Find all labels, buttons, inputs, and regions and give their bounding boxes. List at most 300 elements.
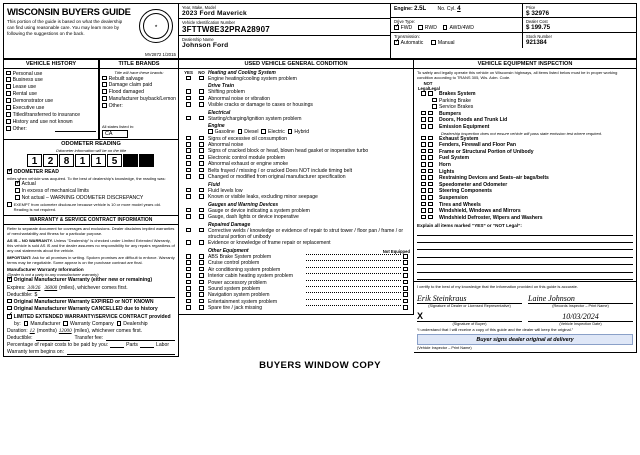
title-brands-panel: [99, 59, 179, 140]
equipment-item[interactable]: [417, 162, 633, 169]
mfg-expires-miles[interactable]: 36000: [44, 284, 58, 291]
mfg-warranty-option[interactable]: [7, 277, 175, 284]
limited-warranty-checkbox[interactable]: [7, 314, 12, 319]
condition-item[interactable]: [182, 240, 410, 246]
equipment-item[interactable]: [417, 208, 633, 215]
condition-group-title: Repaired Damage: [208, 221, 251, 228]
cyl-value: 4: [457, 5, 461, 12]
price-label: Price: [526, 5, 536, 10]
other-item-label: Sound system problem: [208, 285, 261, 292]
not-equipped-checkbox[interactable]: [403, 299, 408, 304]
history-item[interactable]: [6, 77, 96, 84]
history-item-label: Executive use: [12, 105, 45, 112]
cond-yes-checkbox[interactable]: [186, 292, 191, 297]
transfer-fee-line[interactable]: [106, 335, 175, 341]
history-executive-checkbox[interactable]: [6, 105, 11, 110]
cond-yes-checkbox[interactable]: [186, 267, 191, 272]
title-block: [3, 3, 179, 59]
cond-yes-checkbox[interactable]: [186, 142, 191, 147]
cond-yes-checkbox[interactable]: [186, 168, 191, 173]
odometer-read-label: ODOMETER READ: [13, 169, 59, 176]
odometer-excess-checkbox[interactable]: [15, 188, 20, 193]
eq-notlegal-checkbox[interactable]: [428, 136, 433, 141]
drive-rwd-checkbox[interactable]: [418, 25, 423, 30]
brand-rebuilt-checkbox[interactable]: [102, 76, 107, 81]
condition-item-label: Gauge, dash lights or device inoperative: [208, 213, 299, 220]
brand-item-label: Damage claim paid: [108, 82, 153, 89]
buyer-acknowledgement: “I understand that I will receive a copy of this guide and the dealer will keep the original.”: [417, 327, 574, 333]
transfer-fee-label: Transfer fee:: [74, 334, 104, 341]
important-text: Ask for all promises in writing. Spoken promises are difficult to enforce. Warranty terms may be negotiable. Some appear is on the purchase contract are final.: [7, 255, 175, 266]
brand-damage-checkbox[interactable]: [102, 82, 107, 87]
explain-line[interactable]: [417, 258, 633, 265]
eq-notlegal-checkbox[interactable]: [428, 169, 433, 174]
condition-item-label: Fluid levels low: [208, 187, 243, 194]
odometer-read-checkbox[interactable]: [7, 169, 12, 174]
history-lease-checkbox[interactable]: [6, 84, 11, 89]
condition-item[interactable]: [182, 116, 410, 122]
duration-months[interactable]: 12: [29, 327, 35, 334]
cond-no-checkbox[interactable]: [199, 299, 204, 304]
eq-notlegal-checkbox[interactable]: [428, 117, 433, 122]
cond-no-checkbox[interactable]: [199, 305, 204, 310]
odometer-digit: 5: [107, 154, 122, 167]
equipment-notlegal-header: Legal: [428, 86, 440, 91]
condition-item-label: Electronic control module problem: [208, 154, 286, 161]
equipment-subitem[interactable]: [417, 104, 633, 111]
deductible2-line[interactable]: [36, 335, 70, 341]
eq-legal-checkbox[interactable]: [421, 136, 426, 141]
odometer-digit: 8: [59, 154, 74, 167]
warranty-title: WARRANTY & SERVICE CONTRACT INFORMATION: [4, 216, 178, 225]
mfg-warranty-checkbox[interactable]: [7, 277, 12, 282]
explain-line[interactable]: [417, 228, 633, 235]
other-item-label: Navigation system problem: [208, 292, 270, 299]
eq-notlegal-checkbox[interactable]: [428, 142, 433, 147]
brand-item[interactable]: [102, 76, 176, 83]
cond-yes-checkbox[interactable]: [186, 161, 191, 166]
inspection-date[interactable]: 10/03/2024: [562, 312, 599, 322]
vehicle-spec-block: [391, 3, 637, 59]
not-equipped-checkbox[interactable]: [403, 260, 408, 265]
dealer-label: Dealership Name: [182, 37, 214, 42]
cond-no-checkbox[interactable]: [199, 214, 204, 219]
eq-legal-checkbox[interactable]: [421, 111, 426, 116]
cond-no-checkbox[interactable]: [199, 292, 204, 297]
not-equipped-checkbox[interactable]: [403, 280, 408, 285]
equipment-item[interactable]: [417, 136, 633, 143]
odometer-notactual-checkbox[interactable]: [15, 195, 20, 200]
equipment-item-label: Frame or Structural Portion of Unibody: [439, 148, 534, 155]
history-item[interactable]: [6, 71, 96, 78]
eq-notlegal-checkbox[interactable]: [428, 195, 433, 200]
left-column: [3, 59, 179, 357]
deductible-label: Deductible:: [7, 291, 33, 298]
odometer-actual-checkbox[interactable]: [15, 181, 20, 186]
eq-legal-checkbox[interactable]: [421, 149, 426, 154]
vehicle-history-panel: [3, 59, 99, 140]
asis-title: AS IS – NO WARRANTY.: [7, 238, 53, 244]
history-item[interactable]: [6, 84, 96, 91]
cond-yes-checkbox[interactable]: [186, 280, 191, 285]
explain-lines[interactable]: [417, 228, 633, 280]
condition-item-label: Visible cracks or damage to cases or housings: [208, 101, 313, 108]
drive-fwd-checkbox[interactable]: [394, 25, 399, 30]
mfg-warranty-option-label: Original Manufacturer Warranty (either new or remaining): [13, 277, 153, 284]
fuel-gasoline-checkbox[interactable]: [208, 129, 213, 134]
vin-label: Vehicle Identification Number: [182, 20, 236, 25]
brand-item[interactable]: [102, 82, 176, 89]
dealer-cost-label: Dealer Cost: [526, 19, 548, 24]
odometer-digit: 2: [43, 154, 58, 167]
equipment-item[interactable]: [417, 202, 633, 209]
buyer-signs-banner: Buyer signs dealer original at delivery: [417, 334, 633, 345]
cond-yes-checkbox[interactable]: [186, 102, 191, 107]
cond-no-checkbox[interactable]: [199, 260, 204, 265]
fuel-hybrid-label: Hybrid: [294, 129, 310, 136]
eq-legal-checkbox[interactable]: [421, 188, 426, 193]
cond-yes-checkbox[interactable]: [186, 194, 191, 199]
eq-legal-checkbox[interactable]: [421, 155, 426, 160]
dealer-value: Johnson Ford: [182, 42, 229, 49]
eq-notlegal-checkbox[interactable]: [428, 149, 433, 154]
equipment-item-label: Windshield Defroster, Wipers and Washers: [439, 214, 543, 221]
transmission-automatic-label: Automatic: [400, 40, 424, 46]
eq-notlegal-checkbox[interactable]: [428, 175, 433, 180]
equipment-item[interactable]: [417, 91, 633, 98]
not-equipped-checkbox[interactable]: [403, 273, 408, 278]
eq-notlegal-checkbox[interactable]: [428, 182, 433, 187]
stock-cell: [523, 33, 636, 48]
fuel-hybrid-checkbox[interactable]: [288, 129, 293, 134]
eq-notlegal-checkbox[interactable]: [428, 111, 433, 116]
equipment-item[interactable]: [417, 111, 633, 118]
limited-by-dealership-checkbox[interactable]: [117, 321, 122, 326]
cond-no-checkbox[interactable]: [199, 280, 204, 285]
cond-no-checkbox[interactable]: [199, 96, 204, 101]
eq-legal-checkbox[interactable]: [421, 124, 426, 129]
eq-legal-checkbox[interactable]: [421, 162, 426, 167]
explain-line[interactable]: [417, 273, 633, 280]
equipment-item[interactable]: [417, 155, 633, 162]
cond-no-checkbox[interactable]: [199, 89, 204, 94]
history-item[interactable]: [6, 98, 96, 105]
eq-legal-checkbox[interactable]: [421, 117, 426, 122]
cond-yes-checkbox[interactable]: [186, 136, 191, 141]
limited-by-manufacturer-checkbox[interactable]: [24, 321, 29, 326]
eq-legal-checkbox[interactable]: [421, 195, 426, 200]
history-item[interactable]: [6, 119, 96, 126]
condition-item-label: Evidence or knowledge of frame repair or replacement: [208, 240, 331, 247]
brand-lemon-checkbox[interactable]: [102, 96, 107, 101]
cond-yes-checkbox[interactable]: [186, 214, 191, 219]
limited-warranty-label: LIMITED EXTENDED WARRANTY/SERVICE CONTRACT provided: [13, 313, 171, 320]
mfg-expired-checkbox[interactable]: [7, 299, 12, 304]
odometer-option[interactable]: [15, 188, 175, 195]
cond-no-checkbox[interactable]: [199, 188, 204, 193]
brand-item-label: Other:: [108, 103, 123, 110]
cond-no-checkbox[interactable]: [199, 240, 204, 245]
cond-yes-checkbox[interactable]: [186, 254, 191, 259]
equipment-item[interactable]: [417, 169, 633, 176]
mfg-expires-label: Expires:: [7, 284, 26, 291]
fuel-electric-checkbox[interactable]: [261, 129, 266, 134]
history-personal-checkbox[interactable]: [6, 71, 11, 76]
brand-flood-checkbox[interactable]: [102, 89, 107, 94]
dealer-field: [179, 36, 390, 50]
history-item[interactable]: [6, 126, 96, 133]
eq-sub-checkbox[interactable]: [432, 98, 437, 103]
seller-signature[interactable]: Erik Steinkraus: [417, 294, 467, 304]
cond-no-checkbox[interactable]: [199, 155, 204, 160]
history-rental-checkbox[interactable]: [6, 91, 11, 96]
eq-notlegal-checkbox[interactable]: [428, 124, 433, 129]
eq-notlegal-checkbox[interactable]: [428, 188, 433, 193]
not-equipped-checkbox[interactable]: [403, 292, 408, 297]
history-item-label: Titled/transferred to insurance: [12, 112, 81, 119]
eq-legal-checkbox[interactable]: [421, 202, 426, 207]
equipment-item[interactable]: [417, 182, 633, 189]
equipment-item[interactable]: [417, 117, 633, 124]
odometer-digit-blank: [139, 154, 154, 167]
other-equipment-item[interactable]: [182, 305, 410, 311]
odometer-exempt-checkbox[interactable]: [7, 202, 12, 207]
cond-no-checkbox[interactable]: [199, 254, 204, 259]
odometer-digit: 1: [27, 154, 42, 167]
cond-yes-checkbox[interactable]: [186, 228, 191, 233]
eq-notlegal-checkbox[interactable]: [428, 215, 433, 220]
equipment-item[interactable]: [417, 149, 633, 156]
warranty-intro: Refer to separate document for coverages and exclusions. Dealer disclaims implied warranties of merchantability and fitness for a particular purpose.: [7, 226, 175, 237]
brand-item[interactable]: [102, 89, 176, 96]
equipment-item-label: Lights: [439, 168, 455, 175]
explain-line[interactable]: [417, 243, 633, 250]
cond-no-checkbox[interactable]: [199, 102, 204, 107]
cond-yes-checkbox[interactable]: [186, 240, 191, 245]
cond-yes-checkbox[interactable]: [186, 188, 191, 193]
other-item-label: Interior cabin heating system problem: [208, 273, 293, 280]
cond-no-checkbox[interactable]: [199, 161, 204, 166]
deductible-line[interactable]: [38, 292, 175, 298]
mfg-expired-row[interactable]: [7, 299, 175, 306]
recon-inspector-caption: (Records Inspector – Print Name): [552, 304, 609, 309]
equipment-title: VEHICLE EQUIPMENT INSPECTION: [414, 60, 636, 69]
not-equipped-checkbox[interactable]: [403, 286, 408, 291]
percent-parts-line[interactable]: [110, 342, 124, 348]
equipment-item-label: Doors, Hoods and Trunk Lid: [439, 117, 508, 124]
eq-legal-checkbox[interactable]: [421, 208, 426, 213]
deductible-value: $: [34, 291, 38, 298]
vin-value: 3FTTW8E32PRA28907: [182, 25, 270, 34]
history-item[interactable]: [6, 105, 96, 112]
equipment-intro: To safely and legally operate this vehicle on Wisconsin highways, all items listed below must be in proper working condition according to TRANS 305, Wis. Adm. Code.: [417, 70, 618, 80]
history-item-label: Business use: [12, 77, 43, 84]
cond-no-checkbox[interactable]: [199, 116, 204, 121]
vehicle-field: [179, 4, 390, 19]
form-number: MV2872 1/2015: [144, 52, 176, 57]
not-equipped-checkbox[interactable]: [403, 305, 408, 310]
history-unknown-checkbox[interactable]: [6, 119, 11, 124]
duration-label: Duration:: [7, 327, 28, 334]
cond-yes-checkbox[interactable]: [186, 305, 191, 310]
dealer-cost-cell: [523, 18, 636, 32]
fuel-diesel-label: Diesel: [244, 129, 259, 136]
mfg-warranty-title: Manufacturer Warranty Information: [7, 267, 84, 273]
cond-yes-checkbox[interactable]: [186, 174, 191, 179]
transmission-automatic-checkbox[interactable]: [394, 40, 399, 45]
condition-item[interactable]: [182, 102, 410, 108]
engine-label: Engine:: [394, 6, 413, 12]
eq-legal-checkbox[interactable]: [421, 91, 426, 96]
cond-yes-checkbox[interactable]: [186, 96, 191, 101]
condition-item[interactable]: [182, 228, 410, 241]
eq-notlegal-checkbox[interactable]: [428, 91, 433, 96]
condition-item[interactable]: [182, 214, 410, 220]
eq-notlegal-checkbox[interactable]: [428, 162, 433, 167]
cond-no-checkbox[interactable]: [199, 228, 204, 233]
cond-no-checkbox[interactable]: [199, 174, 204, 179]
not-equipped-checkbox[interactable]: [403, 254, 408, 259]
odometer-digits: [4, 154, 178, 167]
condition-item[interactable]: [182, 194, 410, 200]
cond-yes-checkbox[interactable]: [186, 299, 191, 304]
stock-label: Stock Number: [526, 34, 552, 39]
eq-legal-checkbox[interactable]: [421, 215, 426, 220]
explain-line[interactable]: [417, 265, 633, 272]
vehicle-value: 2023 Ford Maverick: [182, 10, 247, 17]
condition-item-label: Gauge or device indicating a system problem: [208, 207, 310, 214]
eq-legal-checkbox[interactable]: [421, 142, 426, 147]
cond-no-checkbox[interactable]: [199, 194, 204, 199]
duration-miles[interactable]: 12000: [58, 327, 72, 334]
cond-yes-checkbox[interactable]: [186, 155, 191, 160]
history-item[interactable]: [6, 112, 96, 119]
condition-item[interactable]: [182, 76, 410, 82]
drive-awd-checkbox[interactable]: [443, 25, 448, 30]
odometer-option[interactable]: [15, 181, 175, 188]
cond-no-checkbox[interactable]: [199, 148, 204, 153]
eq-legal-checkbox[interactable]: [421, 169, 426, 174]
other-item-label: ABS Brake System problem: [208, 253, 272, 260]
equipment-item-label: Brakes System: [439, 91, 476, 97]
equipment-item[interactable]: [417, 188, 633, 195]
cond-yes-checkbox[interactable]: [186, 260, 191, 265]
history-item[interactable]: [6, 91, 96, 98]
eq-notlegal-checkbox[interactable]: [428, 155, 433, 160]
explain-line[interactable]: [417, 236, 633, 243]
cond-yes-checkbox[interactable]: [186, 273, 191, 278]
cond-yes-checkbox[interactable]: [186, 148, 191, 153]
percent-labor-line[interactable]: [140, 342, 154, 348]
equipment-item[interactable]: [417, 142, 633, 149]
eq-legal-checkbox[interactable]: [421, 175, 426, 180]
history-other-line[interactable]: [55, 126, 96, 132]
cond-no-checkbox[interactable]: [199, 168, 204, 173]
equipment-item[interactable]: [417, 175, 633, 182]
history-item-label: Rental use: [12, 91, 37, 98]
eq-notlegal-checkbox[interactable]: [428, 202, 433, 207]
equipment-legal-header: Legal: [418, 86, 429, 91]
cond-yes-checkbox[interactable]: [186, 89, 191, 94]
odometer-digit: 1: [75, 154, 90, 167]
condition-item[interactable]: [182, 174, 410, 180]
buyer-signature-x[interactable]: X: [417, 311, 424, 322]
brand-other-checkbox[interactable]: [102, 103, 107, 108]
cond-yes-checkbox[interactable]: [186, 76, 191, 81]
cond-no-checkbox[interactable]: [199, 76, 204, 81]
equipment-item-label: Windshield, Windows and Mirrors: [439, 208, 521, 215]
brand-item[interactable]: [102, 96, 176, 103]
history-demonstrator-checkbox[interactable]: [6, 98, 11, 103]
cond-no-checkbox[interactable]: [199, 208, 204, 213]
buyer-signature-caption: (Signature of Buyer): [452, 322, 487, 327]
equipment-item-label: Restraining Devices and Seats–air bags/belts: [439, 175, 549, 182]
cond-yes-checkbox[interactable]: [186, 208, 191, 213]
transmission-manual-checkbox[interactable]: [431, 40, 436, 45]
odometer-option-label: Not actual – WARNING ODOMETER DISCREPANCY: [21, 195, 144, 202]
price-value: $ 32976: [526, 10, 550, 17]
equipment-item[interactable]: [417, 195, 633, 202]
equipment-item[interactable]: [417, 124, 633, 131]
equipment-item-label: Horn: [439, 161, 451, 168]
warranty-begins-line[interactable]: [67, 349, 175, 355]
seller-signature-caption: (Signature of Dealer or Licensed Representative): [428, 304, 511, 309]
fuel-diesel-checkbox[interactable]: [238, 129, 243, 134]
warranty-panel: [3, 216, 179, 358]
inspection-date-caption: (Vehicle Inspection Date): [559, 322, 602, 327]
limited-by-company-checkbox[interactable]: [63, 321, 68, 326]
condition-title: USED VEHICLE GENERAL CONDITION: [179, 60, 413, 69]
cond-yes-checkbox[interactable]: [186, 286, 191, 291]
cond-no-checkbox[interactable]: [199, 267, 204, 272]
odometer-option[interactable]: [15, 195, 175, 202]
brand-item-label: Rebuilt salvage: [108, 75, 144, 82]
eq-legal-checkbox[interactable]: [421, 182, 426, 187]
mfg-expires-date[interactable]: 3/8/26: [27, 284, 41, 291]
equipment-column: [414, 59, 637, 357]
cond-yes-checkbox[interactable]: [186, 116, 191, 121]
condition-item-label: Changed or modified from original manufacturer specification: [208, 173, 346, 180]
mfg-cancelled-row[interactable]: [7, 306, 175, 313]
not-equipped-checkbox[interactable]: [403, 267, 408, 272]
cond-no-checkbox[interactable]: [199, 286, 204, 291]
odometer-digit: 1: [91, 154, 106, 167]
equipment-item[interactable]: [417, 215, 633, 222]
condition-item-label: Signs of excessive oil consumption: [208, 135, 287, 142]
cond-no-checkbox[interactable]: [199, 136, 204, 141]
cond-no-checkbox[interactable]: [199, 142, 204, 147]
history-item-label: Other:: [12, 126, 27, 133]
history-business-checkbox[interactable]: [6, 77, 11, 82]
cond-no-checkbox[interactable]: [199, 273, 204, 278]
eq-notlegal-checkbox[interactable]: [428, 208, 433, 213]
history-other-checkbox[interactable]: [6, 126, 11, 131]
recon-inspector-name[interactable]: Laine Johnson: [528, 294, 575, 304]
equipment-subitem[interactable]: [417, 98, 633, 105]
limited-by-manufacturer-label: Manufacturer: [30, 320, 61, 327]
odometer-digit-blank: [123, 154, 138, 167]
odometer-exempt-row[interactable]: [7, 202, 175, 212]
history-insurance-checkbox[interactable]: [6, 112, 11, 117]
states-value[interactable]: CA: [102, 130, 128, 138]
odometer-read-row[interactable]: [7, 169, 175, 176]
brand-item[interactable]: [102, 103, 176, 110]
limited-warranty-row[interactable]: [7, 314, 175, 321]
explain-line[interactable]: [417, 250, 633, 257]
mfg-cancelled-checkbox[interactable]: [7, 306, 12, 311]
eq-sub-checkbox[interactable]: [432, 104, 437, 109]
equipment-item-label: Tires and Wheels: [439, 201, 481, 208]
